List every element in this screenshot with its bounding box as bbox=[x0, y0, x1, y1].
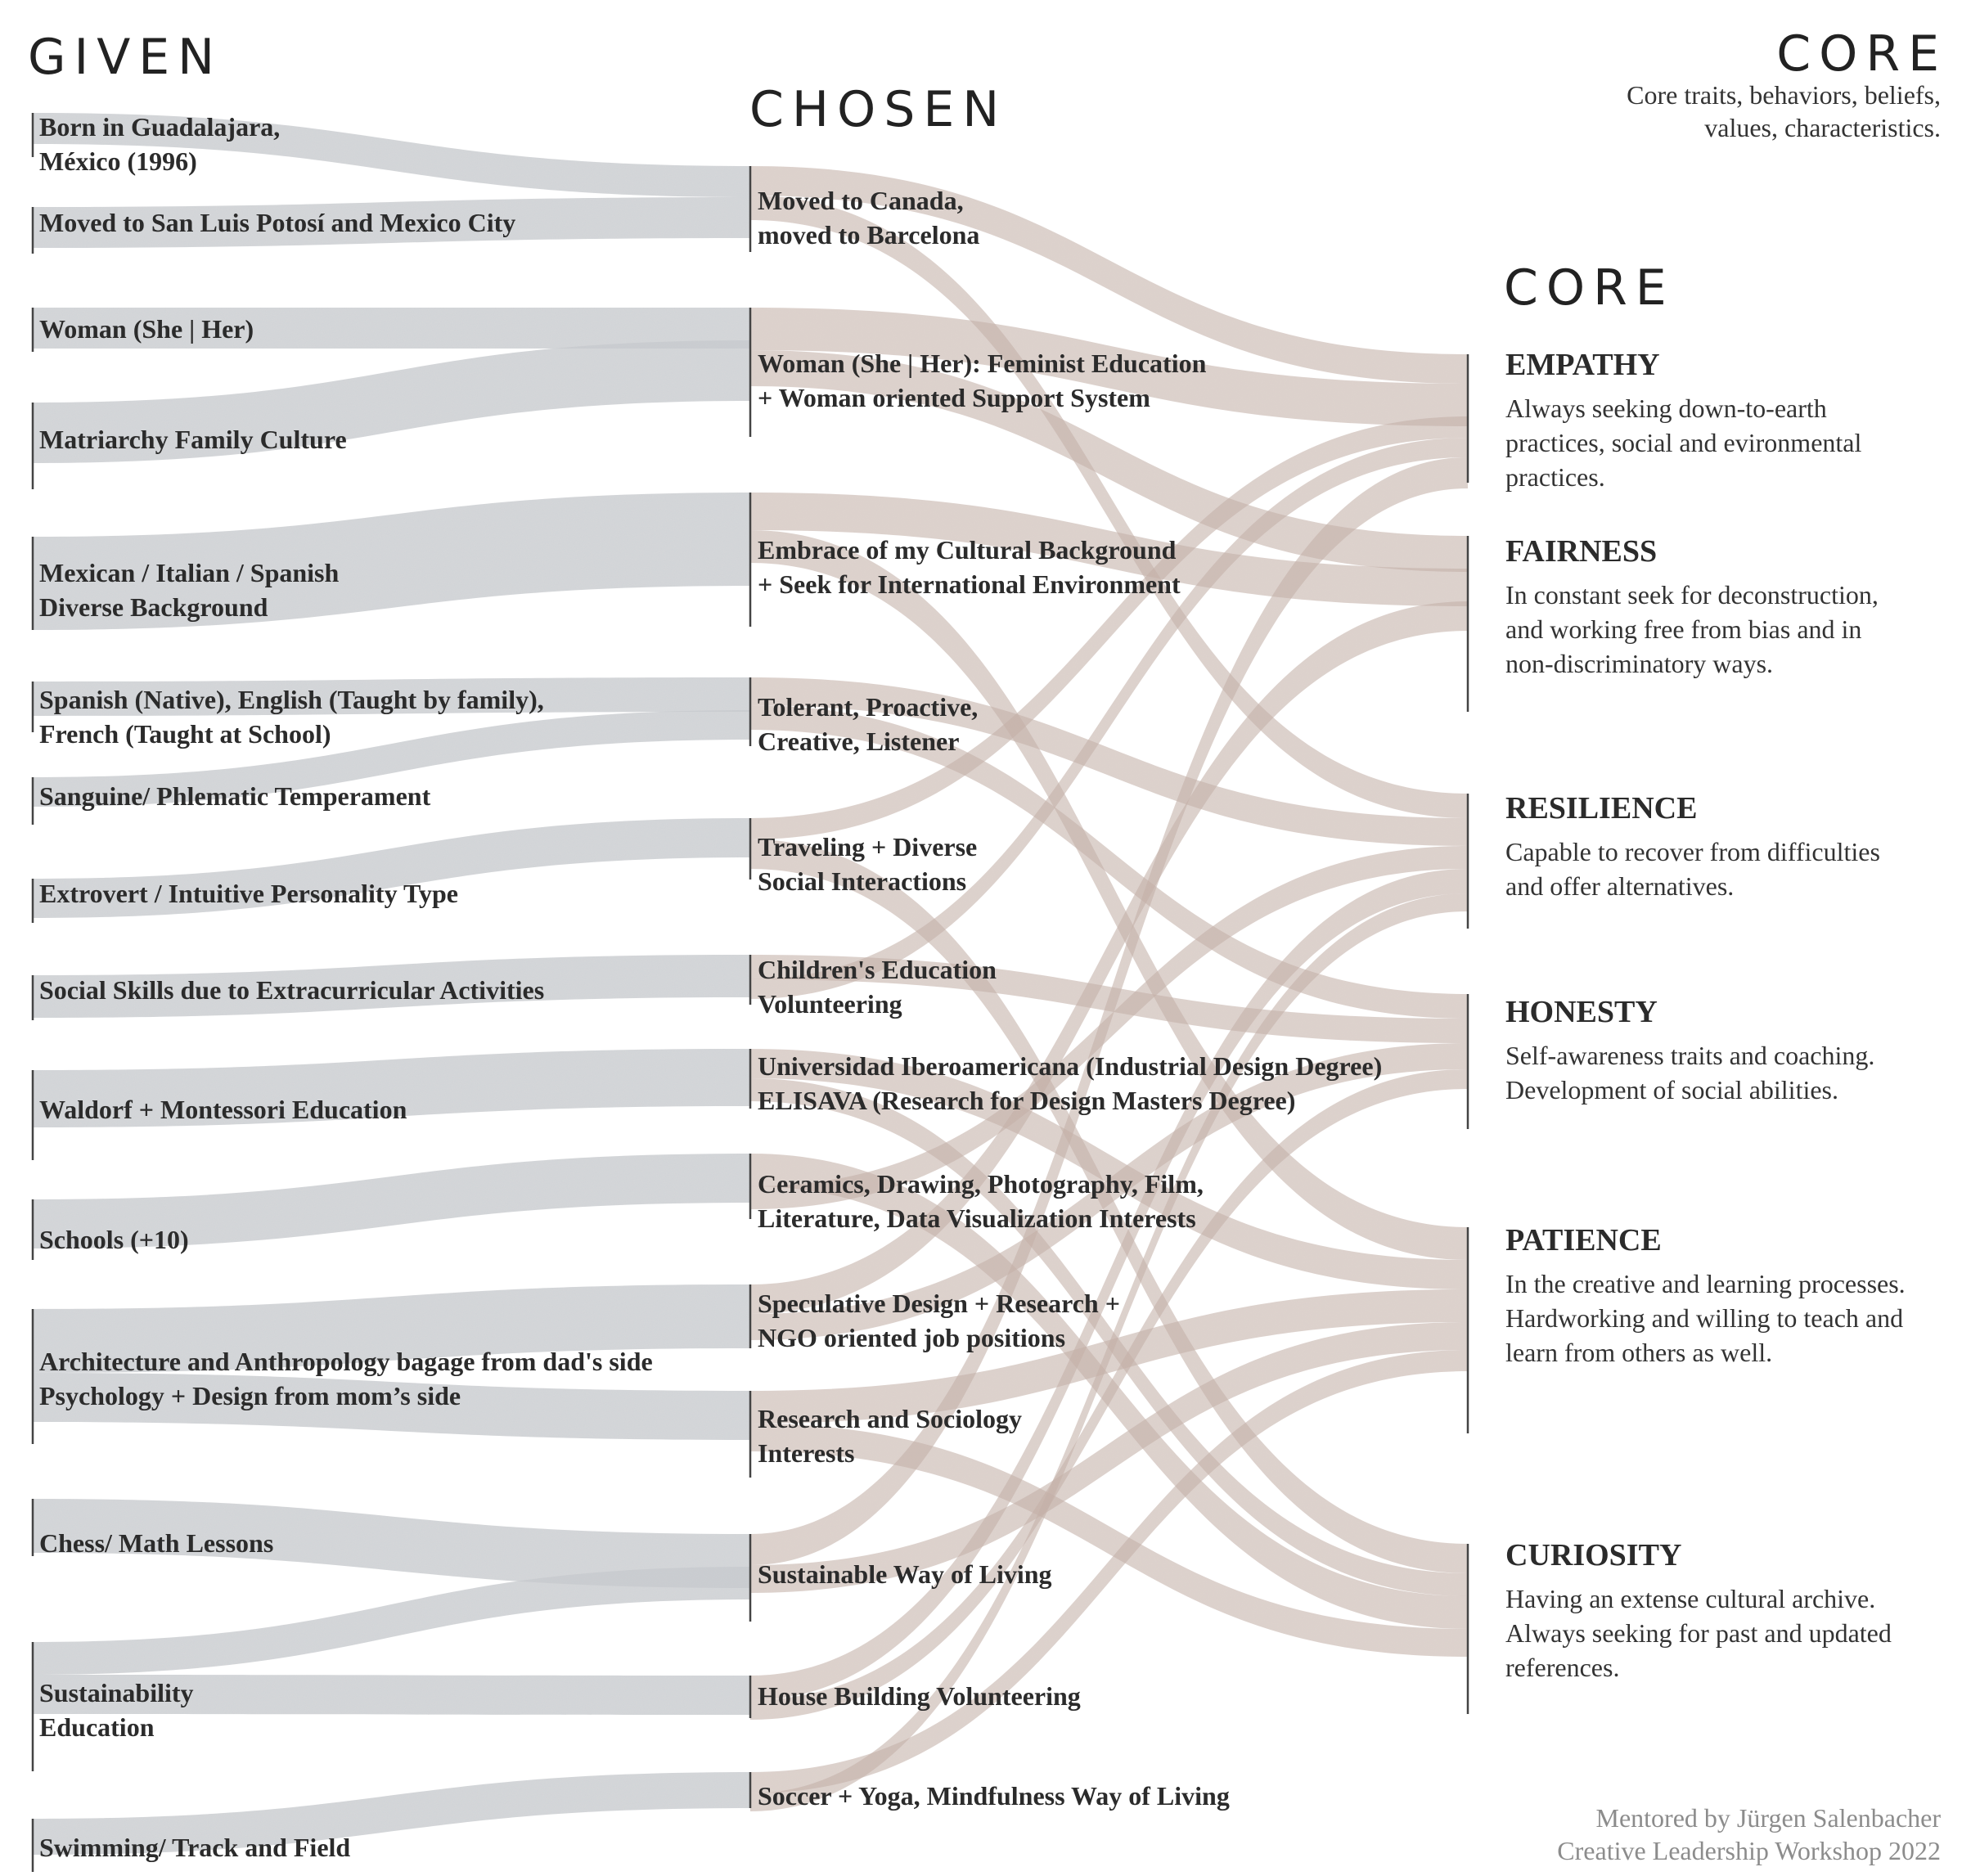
given-label: Sanguine/ Phlematic Temperament bbox=[39, 781, 431, 811]
chosen-label: Sustainable Way of Living bbox=[758, 1559, 1052, 1589]
core-description: Having an extense cultural archive. Always seeking for past and updated references. bbox=[1505, 1584, 1892, 1682]
core-description: Capable to recover from difficulties and offer alternatives. bbox=[1505, 837, 1880, 901]
given-label: Chess/ Math Lessons bbox=[39, 1528, 274, 1558]
given-flow-ribbon bbox=[33, 1567, 750, 1675]
given-label: Spanish (Native), English (Taught by family), French (Taught at School) bbox=[39, 685, 544, 749]
given-label: Waldorf + Montessori Education bbox=[39, 1095, 407, 1124]
chosen-heading: CHOSEN bbox=[749, 81, 1008, 138]
given-label: Born in Guadalajara, México (1996) bbox=[39, 112, 281, 176]
given-label: Schools (+10) bbox=[39, 1225, 189, 1254]
chosen-label: Moved to Canada, moved to Barcelona bbox=[758, 186, 980, 250]
core-description: In the creative and learning processes. Hardworking and willing to teach and learn from others as well. bbox=[1505, 1269, 1906, 1367]
core-title: EMPATHY bbox=[1505, 348, 1660, 382]
chosen-label: Woman (She | Her): Feminist Education + Woman oriented Support System bbox=[758, 349, 1207, 412]
credit-text: Mentored by Jürgen Salenbacher Creative Leadership Workshop 2022 bbox=[1557, 1803, 1941, 1865]
core-subtitle: Core traits, behaviors, beliefs, values, characteristics. bbox=[1627, 80, 1941, 142]
core-item-resilience bbox=[1505, 790, 1947, 903]
core-item-curiosity bbox=[1505, 1537, 1947, 1685]
chosen-label: Embrace of my Cultural Background + Seek for International Environment bbox=[758, 535, 1181, 599]
given-label: Architecture and Anthropology bagage from dad's side Psychology + Design from mom’s side bbox=[39, 1347, 653, 1410]
given-label: Sustainability Education bbox=[39, 1678, 194, 1742]
given-label: Extrovert / Intuitive Personality Type bbox=[39, 879, 458, 908]
given-label: Woman (She | Her) bbox=[39, 314, 254, 344]
core-item-empathy bbox=[1505, 347, 1947, 494]
given-label: Social Skills due to Extracurricular Activities bbox=[39, 975, 545, 1005]
core-title: FAIRNESS bbox=[1505, 534, 1658, 569]
given-label: Swimming/ Track and Field bbox=[39, 1833, 351, 1862]
core-description: Always seeking down-to-earth practices, social and evironmental practices. bbox=[1505, 394, 1862, 492]
given-label: Moved to San Luis Potosí and Mexico City bbox=[39, 208, 516, 237]
chosen-label: House Building Volunteering bbox=[758, 1681, 1081, 1711]
core-item-patience bbox=[1505, 1222, 1947, 1370]
core-top-heading: CORE bbox=[1776, 25, 1947, 83]
chosen-label: Ceramics, Drawing, Photography, Film, Literature, Data Visualization Interests bbox=[758, 1169, 1204, 1233]
core-item-honesty bbox=[1505, 994, 1947, 1107]
chosen-label: Children's Education Volunteering bbox=[758, 955, 997, 1019]
core-title: PATIENCE bbox=[1505, 1223, 1662, 1257]
core-description: In constant seek for deconstruction, and working free from bias and in non-discriminatory ways. bbox=[1505, 580, 1879, 678]
chosen-label: Universidad Iberoamericana (Industrial Design Degree) ELISAVA (Research for Design Masters Degree) bbox=[758, 1051, 1383, 1115]
chosen-label: Research and Sociology Interests bbox=[758, 1404, 1022, 1468]
given-label: Mexican / Italian / Spanish Diverse Background bbox=[39, 558, 340, 622]
chosen-label: Tolerant, Proactive, Creative, Listener bbox=[758, 692, 979, 756]
core-title: CURIOSITY bbox=[1505, 1538, 1682, 1572]
core-item-fairness bbox=[1505, 533, 1947, 681]
chosen-label: Traveling + Diverse Social Interactions bbox=[758, 832, 978, 896]
core-description: Self-awareness traits and coaching. Development of social abilities. bbox=[1505, 1041, 1875, 1104]
core-column-heading: CORE bbox=[1504, 259, 1675, 317]
given-label: Matriarchy Family Culture bbox=[39, 425, 347, 454]
core-title: RESILIENCE bbox=[1505, 791, 1698, 826]
chosen-label: Speculative Design + Research + NGO oriented job positions bbox=[758, 1289, 1120, 1352]
core-title: HONESTY bbox=[1505, 995, 1658, 1029]
chosen-label: Soccer + Yoga, Mindfulness Way of Living bbox=[758, 1781, 1230, 1811]
given-heading: GIVEN bbox=[28, 29, 223, 86]
